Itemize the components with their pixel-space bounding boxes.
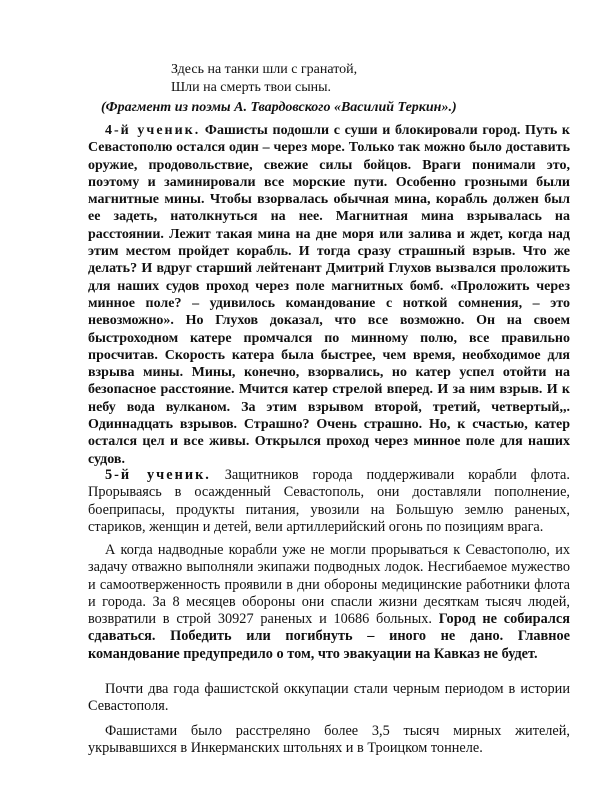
speaker-label-5: 5-й ученик. xyxy=(105,467,211,483)
paragraph-4-text: Фашисты подошли с суши и блокировали город. Путь к Севастополю остался один – через море. Только так можно было доставить оружие, продовольствие, свежие силы бойцов. Враги понимали это, поэтому и заминировали все морские пути. Особенно грозными были магнитные мины. Чтобы взорвалась обычная мина, корабль должен был ее задеть, натолкнуться на нее. Магнитная мина взрывалась на расстоянии. Лежит такая мина на дне моря или залива и ждет, когда над этим местом пройдет корабль. И тогда сразу страшный взрыв. Что же делать? И вдруг старший лейтенант Дмитрий Глухов вызвался проложить для наших судов проход через поле магнитных бомб. «Проложить через минное поле? – удивилось командование с ноткой сомнения, – это невозможно». Но Глухов доказал, что все возможно. Он на своем быстроходном катере промчался по минному полю, все правильно просчитав. Скорость катера была быстрее, чем время, необходимое для взрыва мины. Мины, конечно, взорвались, но катер успел отойти на безопасное расстояние. Мчится катер стрелой вперед. И за ним взрыв. И к небу вода вулканом. За этим взрывом второй, третий, четвертый,,. Одиннадцать взрывов. Страшно? Очень страшно. Но, к счастью, катер остался цел и все живы. Открылся проход через минное поле для наших судов. xyxy=(88,123,570,467)
paragraph-student-5 xyxy=(88,467,570,536)
paragraph-submarines-bold: Город не собирался сдаваться. Победить или погибнуть – иного не дано. Главное командование предупредило о том, что эвакуации на Кавказ не будет. xyxy=(88,611,570,662)
paragraph-student-4 xyxy=(88,122,570,468)
poem-excerpt xyxy=(171,61,471,96)
poem-line-1: Здесь на танки шли с гранатой, xyxy=(171,62,358,77)
paragraph-executions xyxy=(88,723,570,758)
paragraph-submarines-text: А когда надводные корабли уже не могли прорываться к Севастополю, их задачу отважно выполняли экипажи подводных лодок. Несгибаемое мужество и самоотверженность проявили в дни обороны медицинские работники флота и города. За 8 месяцев обороны они спасли жизни десяткам тысяч людей, возвратили в строй 30927 раненых и 10686 больных. xyxy=(88,542,570,628)
paragraph-submarines xyxy=(88,542,570,663)
paragraph-occupation-text: Почти два года фашистской оккупации стали черным периодом в истории Севастополя. xyxy=(88,681,570,715)
speaker-label-4: 4-й ученик. xyxy=(105,123,201,138)
poem-line-2: Шли на смерть твои сыны. xyxy=(171,79,332,95)
fragment-source-note: (Фрагмент из поэмы А. Твардовского «Василий Теркин».) xyxy=(101,100,457,115)
paragraph-5-text: Защитников города поддерживали корабли флота. Прорываясь в осажденный Севастополь, они доставляли пополнение, боеприпасы, продукты питания, увозили на Большую землю раненых, стариков, женщин и детей, вели артиллерийский огонь по позициям врага. xyxy=(88,467,570,535)
paragraph-executions-text: Фашистами было расстреляно более 3,5 тысяч мирных жителей, укрывавшихся в Инкерманских штольнях и в Троицком тоннеле. xyxy=(88,723,570,757)
paragraph-occupation xyxy=(88,681,570,716)
